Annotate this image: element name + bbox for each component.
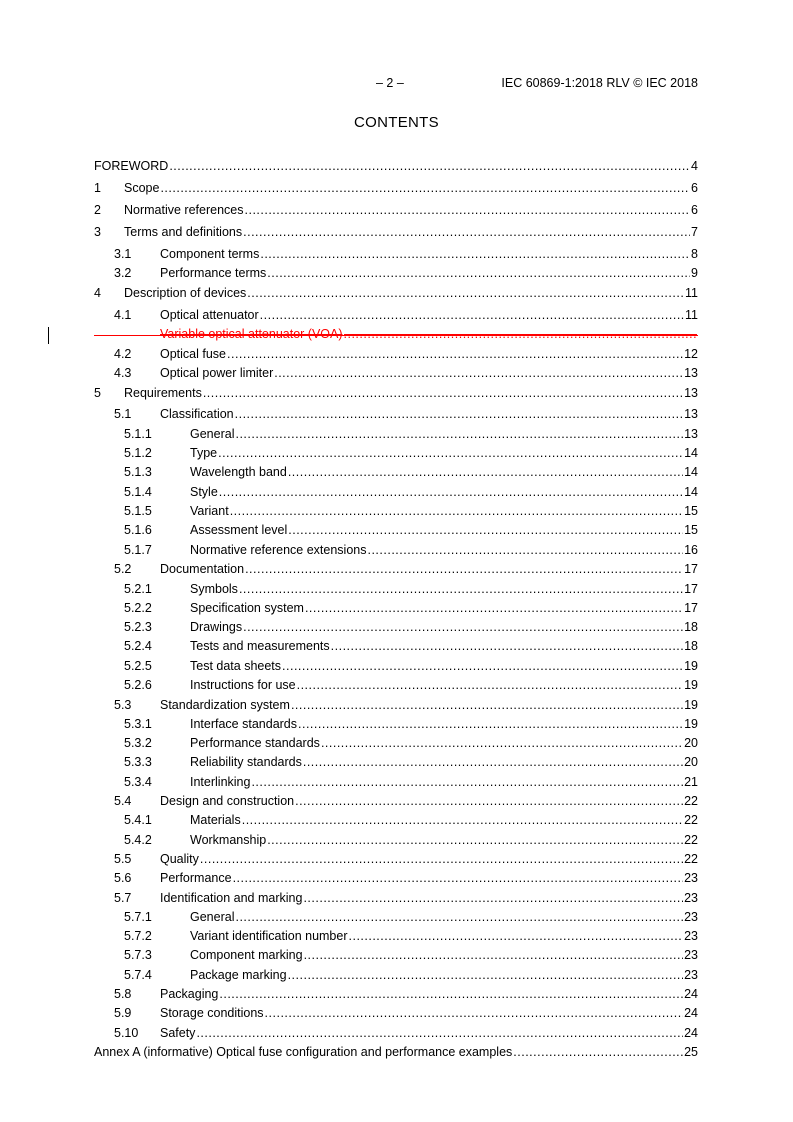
toc-entry-page: 22 [684,813,698,827]
toc-leader-dots [169,158,690,174]
toc-entry-number: 3.2 [114,266,132,280]
toc-entry-title: Classification [160,407,234,421]
toc-entry-number: 5.2 [114,562,132,576]
toc-leader-dots [288,522,683,538]
toc-entry[interactable] [94,600,698,616]
toc-entry-title: Variant identification number [190,929,348,943]
toc-entry-page: 22 [684,852,698,866]
toc-entry-page: 23 [684,929,698,943]
toc-entry-title: Instructions for use [190,678,296,692]
toc-entry-page: 17 [684,601,698,615]
toc-entry[interactable] [94,716,698,732]
toc-entry-title: Assessment level [190,523,288,537]
toc-entry[interactable] [94,947,698,963]
page-number: – 2 – [376,76,404,90]
toc-entry-number: 5.1.6 [124,523,152,537]
toc-leader-dots [219,986,683,1002]
toc-entry-page: 24 [684,1006,698,1020]
toc-leader-dots [267,832,683,848]
toc-entry-number: 5.7.2 [124,929,152,943]
toc-entry-page: 13 [684,407,698,421]
toc-entry-number: 4.1 [114,308,132,322]
toc-entry-title: Standardization system [160,698,290,712]
toc-entry[interactable] [94,265,698,281]
toc-entry[interactable] [94,909,698,925]
toc-entry[interactable] [94,812,698,828]
toc-leader-dots [303,890,683,906]
toc-entry-title: Specification system [190,601,304,615]
toc-entry-title: Normative references [124,203,244,217]
toc-entry-title: General [190,427,235,441]
toc-entry-title: Interface standards [190,717,298,731]
toc-entry[interactable] [94,1005,698,1021]
toc-entry[interactable] [94,542,698,558]
toc-entry-page: 8 [691,247,698,261]
toc-leader-dots [267,265,690,281]
toc-entry-title: Drawings [190,620,243,634]
toc-entry[interactable] [94,774,698,790]
toc-entry-page: 23 [684,968,698,982]
toc-leader-dots [239,581,683,597]
toc-leader-dots [218,445,683,461]
toc-leader-dots [251,774,683,790]
toc-entry-title: Description of devices [124,286,247,300]
toc-entry-title: Normative reference extensions [190,543,367,557]
toc-entry-number: 5.4 [114,794,132,808]
toc-entry-number: 5.7.1 [124,910,152,924]
toc-entry-title: FOREWORD [94,159,169,173]
toc-entry-number: 5.1 [114,407,132,421]
toc-entry-page: 12 [684,347,698,361]
toc-entry-title: Wavelength band [190,465,287,479]
toc-leader-dots [219,484,683,500]
toc-entry-number: 5.1.5 [124,504,152,518]
toc-entry-page: 25 [684,1045,698,1059]
toc-entry-title: Style [190,485,218,499]
toc-entry[interactable] [94,445,698,461]
toc-entry-page: 18 [684,620,698,634]
toc-leader-dots [288,967,684,983]
toc-entry-title: Variable optical attenuator (VOA) [160,327,343,341]
toc-entry[interactable] [94,928,698,944]
toc-entry[interactable] [94,697,698,713]
toc-entry-page: 15 [684,504,698,518]
toc-entry[interactable] [94,180,698,196]
toc-entry-page: 13 [684,427,698,441]
toc-entry-page: 19 [684,698,698,712]
toc-entry-page: 18 [684,639,698,653]
toc-entry-title: Optical attenuator [160,308,259,322]
toc-entry[interactable] [94,870,698,886]
toc-entry-page: 23 [684,948,698,962]
toc-entry-number: 5.8 [114,987,132,1001]
toc-entry[interactable] [94,561,698,577]
toc-entry-page: 19 [684,678,698,692]
toc-entry[interactable] [94,890,698,906]
toc-leader-dots [233,870,684,886]
toc-entry[interactable] [94,285,698,301]
toc-leader-dots [247,285,684,301]
toc-leader-dots [245,561,683,577]
toc-entry-number: 5.1.3 [124,465,152,479]
toc-entry[interactable] [94,1044,698,1060]
toc-entry[interactable] [94,426,698,442]
toc-leader-dots [513,1044,683,1060]
toc-entry-page: 14 [684,446,698,460]
toc-leader-dots [235,909,683,925]
toc-entry-page: 6 [691,181,698,195]
toc-entry-number: 5 [94,386,101,400]
toc-entry-number: 1 [94,181,101,195]
toc-entry-title: Component terms [160,247,260,261]
toc-entry-page: 11 [685,286,698,300]
toc-entry-title: Documentation [160,562,245,576]
toc-leader-dots [331,638,683,654]
toc-entry-title: Performance standards [190,736,320,750]
toc-leader-dots [260,307,684,323]
toc-entry-number: 5.1.2 [124,446,152,460]
page-title: CONTENTS [354,114,439,131]
toc-entry[interactable] [94,619,698,635]
toc-entry-title: Package marking [190,968,287,982]
toc-leader-dots [235,406,683,422]
toc-entry-number: 5.2.3 [124,620,152,634]
toc-entry-page: 14 [684,465,698,479]
toc-entry-title: Design and construction [160,794,295,808]
toc-entry-page: 23 [684,871,698,885]
toc-entry-number: 5.2.2 [124,601,152,615]
toc-entry-page: 20 [684,755,698,769]
toc-leader-dots [243,619,683,635]
toc-entry-page: 22 [684,794,698,808]
toc-entry[interactable] [94,365,698,381]
toc-entry-page: 14 [684,485,698,499]
toc-leader-dots [321,735,683,751]
toc-entry-page: 16 [684,543,698,557]
toc-entry[interactable] [94,1025,698,1041]
toc-leader-dots [260,246,690,262]
toc-entry-number: 5.7.3 [124,948,152,962]
toc-entry-number: 5.4.1 [124,813,152,827]
toc-entry-page: 19 [684,659,698,673]
toc-entry[interactable] [94,385,698,401]
toc-entry-number: 4 [94,286,101,300]
toc-entry[interactable] [94,581,698,597]
toc-entry-number: 5.1.4 [124,485,152,499]
toc-entry-page: 24 [684,1026,698,1040]
toc-entry-page: 17 [684,582,698,596]
toc-entry[interactable] [94,986,698,1002]
toc-entry[interactable] [94,484,698,500]
toc-entry-number: 4.2 [114,347,132,361]
toc-leader-dots [227,346,683,362]
page-header [94,76,698,92]
toc-entry[interactable] [94,346,698,362]
toc-entry-title: Terms and definitions [124,225,243,239]
toc-leader-dots [349,928,684,944]
toc-leader-dots [235,426,683,442]
toc-leader-dots [196,1025,683,1041]
toc-entry-page: 22 [684,833,698,847]
toc-entry[interactable] [94,658,698,674]
toc-entry-title: Tests and measurements [190,639,330,653]
toc-entry-number: 2 [94,203,101,217]
toc-leader-dots [282,658,683,674]
toc-entry[interactable] [94,832,698,848]
toc-entry-title: Identification and marking [160,891,303,905]
toc-entry[interactable] [94,677,698,693]
toc-leader-dots [367,542,683,558]
toc-entry-title: Performance terms [160,266,267,280]
toc-leader-dots [298,716,683,732]
toc-entry-number: 5.2.6 [124,678,152,692]
toc-entry-number: 5.7 [114,891,132,905]
toc-entry-page: 21 [684,775,698,789]
toc-entry-number: 5.3.3 [124,755,152,769]
toc-entry-number: 5.10 [114,1026,139,1040]
toc-entry-title: Variant [190,504,229,518]
toc-entry[interactable] [94,967,698,983]
toc-entry[interactable] [94,307,698,323]
toc-entry-number: 5.3 [114,698,132,712]
toc-entry-number: 5.1.1 [124,427,152,441]
toc-entry-page: 17 [684,562,698,576]
toc-entry-number: 5.2.1 [124,582,152,596]
toc-leader-dots [200,851,683,867]
toc-entry-title: Test data sheets [190,659,282,673]
toc-entry-number: 5.7.4 [124,968,152,982]
toc-entry-title: Quality [160,852,199,866]
toc-entry-page: 9 [691,266,698,280]
toc-entry-title: Optical fuse [160,347,227,361]
toc-entry-page: 20 [684,736,698,750]
toc-entry-title: Storage conditions [160,1006,264,1020]
toc-entry[interactable] [94,503,698,519]
toc-leader-dots [265,1005,684,1021]
toc-entry-page: 23 [684,891,698,905]
document-identifier: IEC 60869-1:2018 RLV © IEC 2018 [501,76,698,90]
toc-entry-title: Packaging [160,987,219,1001]
toc-entry[interactable] [94,158,698,174]
toc-entry-title: Requirements [124,386,202,400]
toc-leader-dots [160,180,690,196]
toc-entry[interactable] [94,522,698,538]
toc-entry-title: Performance [160,871,232,885]
toc-entry[interactable] [94,638,698,654]
toc-leader-dots [305,600,683,616]
toc-entry-number: 5.9 [114,1006,132,1020]
toc-entry[interactable] [94,754,698,770]
toc-leader-dots [304,947,684,963]
toc-leader-dots [274,365,683,381]
toc-leader-dots [230,503,683,519]
toc-entry[interactable] [94,202,698,218]
change-bar [48,327,49,344]
toc-entry-number: 4.3 [114,366,132,380]
toc-entry-number: 5.2.4 [124,639,152,653]
toc-entry-number: 5.6 [114,871,132,885]
toc-entry-title: Component marking [190,948,303,962]
toc-entry-page: 13 [684,366,698,380]
toc-entry-page: 11 [685,308,698,322]
toc-entry[interactable] [94,851,698,867]
toc-entry-title: Materials [190,813,241,827]
toc-entry-number: 5.3.4 [124,775,152,789]
toc-entry-number: 5.2.5 [124,659,152,673]
toc-entry[interactable] [94,406,698,422]
toc-entry[interactable] [94,224,698,240]
toc-leader-dots [303,754,683,770]
toc-entry-title: Workmanship [190,833,267,847]
toc-entry-page: 4 [691,159,698,173]
toc-entry-title: Symbols [190,582,238,596]
toc-entry-title: General [190,910,235,924]
toc-leader-dots [297,677,683,693]
toc-entry-title: Safety [160,1026,196,1040]
toc-leader-dots [245,202,691,218]
toc-leader-dots [288,464,683,480]
toc-entry-title: Optical power limiter [160,366,274,380]
toc-entry-number: 5.5 [114,852,132,866]
toc-entry-title: Reliability standards [190,755,302,769]
toc-entry-number: 5.4.2 [124,833,152,847]
toc-entry-deleted[interactable] [94,326,698,342]
toc-entry-number: 5.3.1 [124,717,152,731]
toc-entry-page: 13 [684,386,698,400]
toc-leader-dots [295,793,683,809]
toc-entry-title: Scope [124,181,160,195]
toc-entry-title: Annex A (informative) Optical fuse configuration and performance examples [94,1045,513,1059]
toc-entry-number: 5.3.2 [124,736,152,750]
toc-entry[interactable] [94,246,698,262]
toc-entry-page: 6 [691,203,698,217]
toc-entry-page: 23 [684,910,698,924]
toc-leader-dots [291,697,683,713]
toc-entry-page: 15 [684,523,698,537]
toc-entry-title: Interlinking [190,775,251,789]
toc-entry-number: 3 [94,225,101,239]
toc-entry[interactable] [94,464,698,480]
toc-entry-page: 7 [691,225,698,239]
toc-entry[interactable] [94,735,698,751]
toc-entry[interactable] [94,793,698,809]
toc-leader-dots [344,326,697,342]
toc-leader-dots [242,812,683,828]
toc-entry-page: 19 [684,717,698,731]
toc-entry-title: Type [190,446,218,460]
toc-entry-page: 24 [684,987,698,1001]
toc-entry-number: 3.1 [114,247,132,261]
toc-leader-dots [243,224,690,240]
toc-leader-dots [203,385,683,401]
toc-entry-number: 5.1.7 [124,543,152,557]
